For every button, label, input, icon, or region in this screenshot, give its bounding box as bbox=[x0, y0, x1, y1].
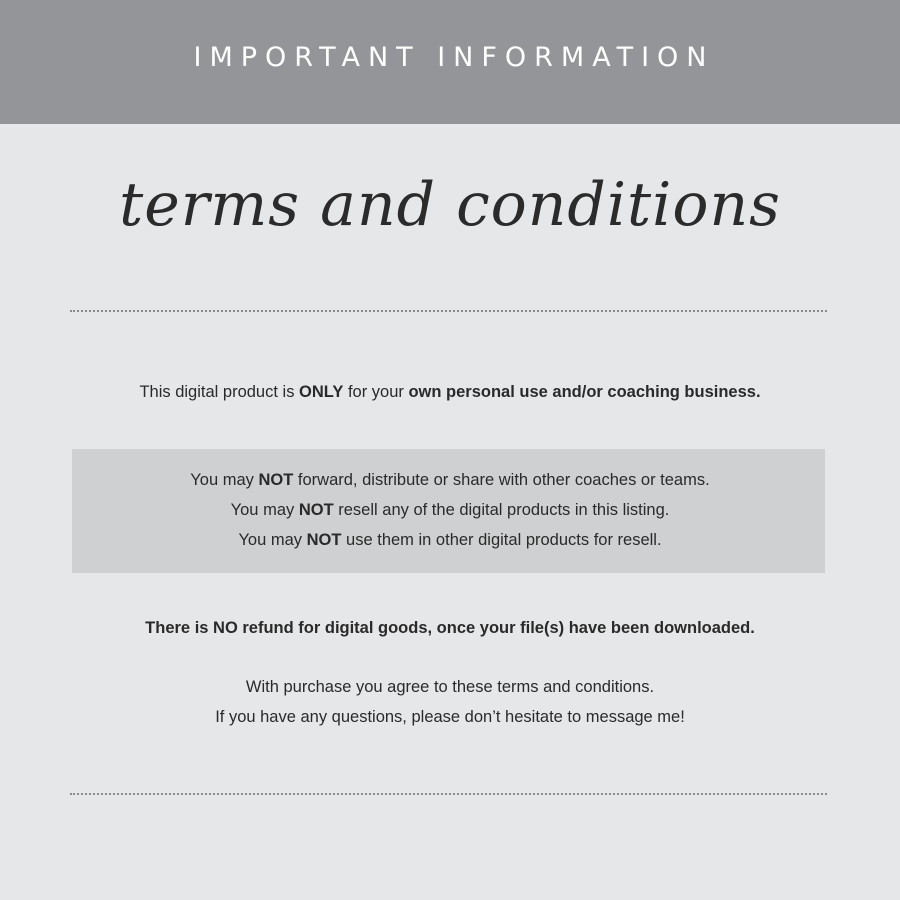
dotted-divider-top bbox=[70, 310, 827, 312]
dotted-divider-bottom bbox=[70, 793, 827, 795]
usage-statement bbox=[0, 382, 900, 402]
header-banner bbox=[0, 0, 900, 124]
agreement-line: With purchase you agree to these terms and conditions. bbox=[245, 678, 655, 696]
usage-prefix: This digital product is bbox=[139, 383, 300, 401]
restriction-not: NOT bbox=[258, 471, 294, 489]
usage-emphasis: own personal use and/or coaching business. bbox=[408, 383, 761, 401]
restriction-line bbox=[0, 470, 900, 490]
restriction-text: forward, distribute or share with other coaches or teams. bbox=[293, 471, 710, 489]
restriction-line bbox=[0, 530, 900, 550]
restriction-prefix: You may bbox=[238, 531, 307, 549]
restriction-prefix: You may bbox=[190, 471, 259, 489]
usage-middle: for your bbox=[343, 383, 409, 401]
restriction-not: NOT bbox=[306, 531, 342, 549]
refund-policy: There is NO refund for digital goods, once your file(s) have been downloaded. bbox=[145, 619, 755, 637]
restriction-not: NOT bbox=[298, 501, 334, 519]
restriction-line bbox=[0, 500, 900, 520]
usage-only: ONLY bbox=[299, 383, 344, 401]
contact-line: If you have any questions, please don’t hesitate to message me! bbox=[215, 708, 685, 726]
script-title: terms and conditions bbox=[119, 170, 781, 240]
header-title: IMPORTANT INFORMATION bbox=[193, 41, 715, 73]
restriction-text: use them in other digital products for resell. bbox=[341, 531, 662, 549]
restriction-text: resell any of the digital products in this listing. bbox=[333, 501, 670, 519]
restriction-prefix: You may bbox=[230, 501, 299, 519]
